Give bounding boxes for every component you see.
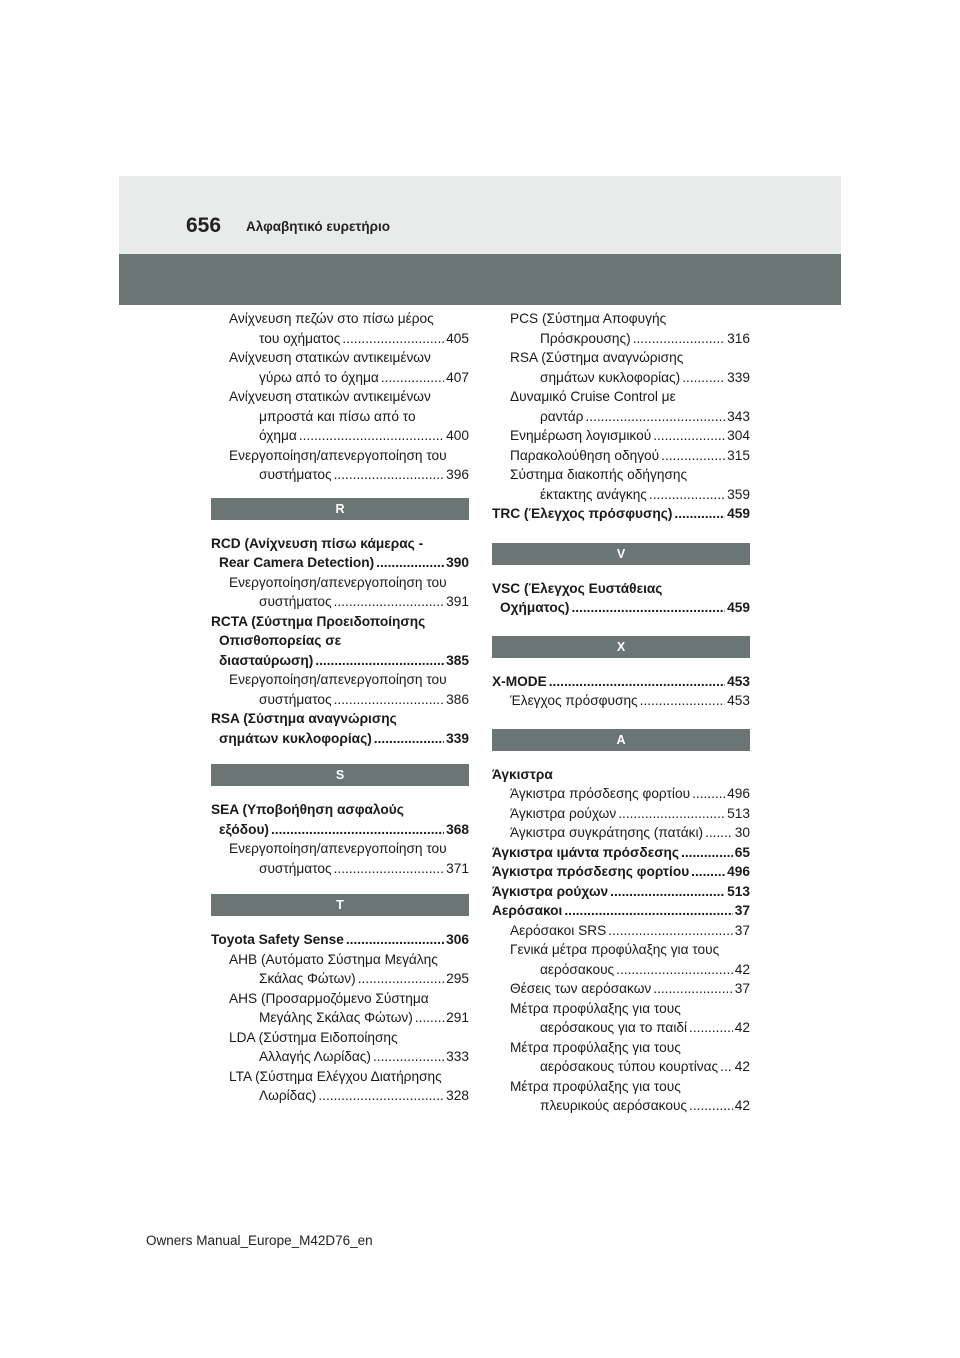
index-entry-text: μπροστά και πίσω από το	[259, 408, 416, 424]
leader-dots	[334, 690, 445, 710]
index-entry	[211, 709, 469, 748]
letter-header-alpha: Α	[492, 729, 750, 751]
index-entry-text: Λωρίδας)	[259, 1088, 317, 1103]
page-reference: 37	[734, 922, 750, 938]
leader-dots	[381, 368, 444, 388]
leader-dots	[653, 979, 733, 999]
header-dark-bar	[119, 254, 841, 305]
index-entry-line	[229, 348, 469, 368]
index-entry	[492, 348, 750, 387]
index-entry	[211, 612, 469, 671]
index-entry-line	[229, 407, 469, 427]
index-entry-line	[229, 592, 469, 612]
index-entry-text: σημάτων κυκλοφορίας)	[540, 369, 681, 385]
index-entry	[492, 979, 750, 999]
index-entry-text: Θέσεις των αερόσακων	[510, 981, 652, 996]
leader-dots	[334, 859, 445, 879]
index-entry-line	[211, 553, 469, 573]
page-reference: 385	[446, 652, 469, 668]
index-entry-text: Ενεργοποίηση/απενεργοποίηση του	[229, 672, 447, 687]
leader-dots	[691, 862, 725, 882]
index-entry-text: Άγκιστρα πρόσδεσης φορτίου	[492, 864, 690, 879]
index-entry-line	[492, 504, 750, 524]
index-entry-line	[211, 930, 469, 950]
index-entry-line	[211, 709, 469, 729]
index-entry-line	[510, 485, 750, 505]
index-entry	[492, 579, 750, 618]
index-entry-text: Ενεργοποίηση/απενεργοποίηση του	[229, 447, 447, 463]
index-entry-text: Σύστημα διακοπής οδήγησης	[510, 467, 688, 482]
index-entry-text: συστήματος	[259, 860, 332, 876]
index-entry-text: Ενεργοποίηση/απενεργοποίηση του	[229, 574, 447, 590]
page-reference: 453	[727, 693, 750, 708]
index-entry-line	[510, 368, 750, 388]
header-band	[119, 176, 841, 254]
page-reference: 42	[734, 961, 750, 977]
index-entry	[492, 691, 750, 711]
index-entry-line	[229, 368, 469, 388]
index-entry-text: έκτακτης ανάγκης	[540, 486, 647, 502]
leader-dots	[661, 446, 725, 466]
index-entry-text: Ενημέρωση λογισμικού	[510, 428, 652, 443]
leader-dots	[334, 592, 445, 612]
index-entry-text: Toyota Safety Sense	[211, 932, 344, 947]
leader-dots	[689, 1018, 733, 1038]
index-entry-line	[492, 882, 750, 902]
leader-dots	[415, 1008, 444, 1028]
section-title: Αλφαβητικό ευρετήριο	[246, 219, 391, 234]
index-entry-text: LTA (Σύστημα Ελέγχου Διατήρησης	[229, 1068, 442, 1084]
leader-dots	[640, 691, 725, 711]
index-entry-text: RSA (Σύστημα αναγνώρισης	[211, 711, 397, 726]
index-entry-text: Ενεργοποίηση/απενεργοποίηση του	[229, 841, 447, 856]
index-entry-line	[211, 612, 469, 632]
index-entry-line	[229, 1008, 469, 1028]
leader-dots	[376, 553, 444, 573]
index-entry-line	[510, 960, 750, 980]
index-entry-text: Έλεγχος πρόσφυσης	[510, 693, 638, 708]
index-entry-line	[229, 1047, 469, 1067]
page-reference: 328	[446, 1088, 469, 1103]
index-entry	[492, 446, 750, 466]
index-entry-text: Αλλαγής Λωρίδας)	[259, 1049, 371, 1064]
index-entry-line	[229, 670, 469, 690]
index-entry-line	[229, 387, 469, 407]
index-entry-line	[510, 1096, 750, 1116]
leader-dots	[585, 407, 725, 427]
letter-header-r: R	[211, 498, 469, 520]
index-entry-line	[510, 387, 750, 407]
leader-dots	[616, 960, 733, 980]
leader-dots	[705, 823, 733, 843]
page-reference: 496	[727, 786, 750, 801]
index-entry-text: Άγκιστρα ιμάντα πρόσδεσης	[492, 844, 680, 860]
index-entry-text: SEA (Υποβοήθηση ασφαλούς	[211, 802, 404, 817]
letter-header-x: X	[492, 636, 750, 658]
index-entry-line	[492, 579, 750, 599]
index-entry-text: Ανίχνευση στατικών αντικειμένων	[229, 389, 431, 404]
page-reference: 306	[446, 932, 469, 947]
index-entry-line	[229, 859, 469, 879]
page-reference: 459	[727, 506, 750, 521]
leader-dots	[682, 368, 725, 388]
index-entry-line	[492, 672, 750, 692]
leader-dots	[271, 820, 444, 840]
index-entry-text: Δυναμικό Cruise Control με	[510, 389, 676, 404]
page-reference: 339	[446, 730, 469, 746]
index-entry-text: αερόσακους	[540, 961, 615, 977]
index-entry-text: Οπισθοπορείας σε	[219, 633, 342, 648]
index-entry-line	[229, 989, 469, 1009]
page-reference: 343	[727, 408, 750, 424]
page-reference: 405	[446, 330, 469, 346]
index-entry-text: X-MODE	[492, 673, 547, 689]
index-entry-line	[229, 1028, 469, 1048]
leader-dots	[633, 329, 725, 349]
footer-manual-id: Owners Manual_Europe_M42D76_en	[146, 1233, 373, 1248]
index-entry	[492, 940, 750, 979]
index-entry-text: ραντάρ	[540, 408, 584, 424]
leader-dots	[571, 598, 725, 618]
index-entry	[211, 930, 469, 950]
index-entry-text: Rear Camera Detection)	[219, 555, 375, 570]
index-column-left	[211, 309, 469, 1106]
index-entry	[492, 784, 750, 804]
page-number: 656	[186, 214, 222, 237]
index-entry-text: Μέτρα προφύλαξης για τους	[510, 1039, 681, 1055]
letter-header-v: V	[492, 543, 750, 565]
page-reference: 316	[727, 330, 750, 346]
leader-dots	[720, 1057, 733, 1077]
index-entry-line	[510, 426, 750, 446]
index-entry-line	[229, 950, 469, 970]
index-entry-text: συστήματος	[259, 691, 332, 707]
index-entry-text: Άγκιστρα πρόσδεσης φορτίου	[510, 786, 691, 801]
index-entry-text: Μέτρα προφύλαξης για τους	[510, 1000, 681, 1016]
index-entry-text: Αερόσακοι	[492, 903, 563, 918]
index-entry-text: γύρω από το όχημα	[259, 369, 379, 385]
index-entry	[492, 1077, 750, 1116]
leader-dots	[692, 784, 725, 804]
index-entry-line	[211, 631, 469, 651]
index-entry-line	[510, 691, 750, 711]
page-reference: 396	[446, 467, 469, 482]
index-entry-line	[211, 800, 469, 820]
page-reference: 42	[734, 1098, 750, 1113]
index-entry	[492, 882, 750, 902]
index-entry-line	[510, 940, 750, 960]
index-entry-text: PCS (Σύστημα Αποφυγής	[510, 311, 667, 326]
page-reference: 315	[727, 447, 750, 463]
index-entry-text: όχημα	[259, 428, 297, 443]
page-reference: 513	[727, 883, 750, 899]
index-entry-text: του οχήματος	[259, 330, 341, 346]
index-entry-text: VSC (Έλεγχος Ευστάθειας	[492, 580, 663, 596]
index-entry-line	[510, 979, 750, 999]
page-reference: 371	[446, 860, 469, 876]
leader-dots	[346, 930, 444, 950]
index-entry	[211, 446, 469, 485]
page-reference: 37	[734, 903, 750, 918]
page-reference: 400	[446, 428, 469, 443]
page-reference: 359	[727, 486, 750, 502]
index-entry	[492, 804, 750, 824]
leader-dots	[618, 804, 725, 824]
page-reference: 368	[446, 821, 469, 837]
index-entry-text: εξόδου)	[219, 821, 269, 837]
leader-dots	[334, 465, 445, 485]
index-entry-line	[229, 309, 469, 329]
leader-dots	[374, 729, 444, 749]
index-entry-line	[211, 651, 469, 671]
index-entry-text: Άγκιστρα συγκράτησης (πατάκι)	[510, 825, 704, 840]
index-entry	[492, 999, 750, 1038]
index-entry	[211, 534, 469, 573]
page-reference: 30	[734, 825, 750, 840]
leader-dots	[358, 969, 444, 989]
index-entry-line	[229, 329, 469, 349]
index-entry	[492, 843, 750, 863]
index-entry	[492, 1038, 750, 1077]
page-reference: 391	[446, 594, 469, 609]
index-entry-line	[229, 839, 469, 859]
leader-dots	[549, 672, 725, 692]
entry-group-left-top	[211, 309, 469, 485]
index-entry-line	[510, 921, 750, 941]
index-entry-line	[510, 804, 750, 824]
leader-dots	[608, 921, 732, 941]
page-reference: 291	[446, 1010, 469, 1025]
index-entry	[492, 901, 750, 921]
index-entry-line	[229, 1086, 469, 1106]
index-entry-line	[510, 1057, 750, 1077]
index-entry-line	[229, 465, 469, 485]
leader-dots	[564, 901, 732, 921]
index-entry-text: Μεγάλης Σκάλας Φώτων)	[259, 1010, 413, 1025]
index-entry-line	[492, 765, 750, 785]
page-reference: 386	[446, 691, 469, 707]
index-entry	[211, 1067, 469, 1106]
index-entry-text: Σκάλας Φώτων)	[259, 971, 356, 986]
index-entry-line	[510, 784, 750, 804]
index-entry-line	[211, 534, 469, 554]
index-entry-text: Άγκιστρα	[492, 766, 553, 782]
index-entry	[492, 309, 750, 348]
index-entry-line	[229, 446, 469, 466]
index-entry	[492, 504, 750, 524]
index-entry-text: συστήματος	[259, 594, 332, 609]
index-entry	[492, 823, 750, 843]
index-entry-text: Ανίχνευση στατικών αντικειμένων	[229, 350, 431, 365]
index-entry-text: Άγκιστρα ρούχων	[510, 805, 617, 821]
index-entry-text: Γενικά μέτρα προφύλαξης για τους	[510, 942, 720, 957]
page-reference: 37	[734, 981, 750, 996]
index-entry	[211, 573, 469, 612]
leader-dots	[689, 1096, 733, 1116]
page-reference: 339	[727, 369, 750, 385]
page-reference: 459	[727, 600, 750, 615]
leader-dots	[373, 1047, 444, 1067]
page-reference: 390	[446, 555, 469, 570]
index-entry-text: σημάτων κυκλοφορίας)	[219, 730, 372, 746]
page-reference: 496	[727, 864, 750, 879]
index-entry-line	[510, 446, 750, 466]
index-entry-text: αερόσακους τύπου κουρτίνας	[540, 1059, 719, 1074]
index-entry-line	[211, 729, 469, 749]
index-entry-line	[229, 426, 469, 446]
index-entry	[492, 465, 750, 504]
index-entry	[492, 426, 750, 446]
index-entry-text: Πρόσκρουσης)	[540, 330, 631, 346]
page-reference: 304	[727, 428, 750, 443]
leader-dots	[649, 485, 725, 505]
index-entry-line	[229, 969, 469, 989]
index-entry-line	[229, 573, 469, 593]
leader-dots	[315, 651, 444, 671]
index-entry	[492, 765, 750, 785]
index-entry	[492, 672, 750, 692]
index-entry	[492, 862, 750, 882]
index-entry-line	[229, 690, 469, 710]
index-entry-text: RSA (Σύστημα αναγνώρισης	[510, 350, 684, 365]
index-entry	[211, 387, 469, 446]
index-entry-text: Ανίχνευση πεζών στο πίσω μέρος	[229, 311, 434, 326]
letter-header-s: S	[211, 764, 469, 786]
index-entry	[492, 387, 750, 426]
index-entry	[211, 800, 469, 839]
leader-dots	[681, 843, 733, 863]
page-reference: 513	[727, 805, 750, 821]
index-entry-text: Μέτρα προφύλαξης για τους	[510, 1078, 681, 1094]
index-entry-text: Άγκιστρα ρούχων	[492, 883, 609, 899]
index-entry-text: συστήματος	[259, 467, 332, 482]
index-entry-line	[211, 820, 469, 840]
index-entry	[211, 989, 469, 1028]
index-entry-text: Αερόσακοι SRS	[510, 922, 607, 938]
index-entry	[211, 348, 469, 387]
index-entry-text: Οχήματος)	[500, 600, 570, 615]
letter-header-t: T	[211, 894, 469, 916]
page-reference: 333	[446, 1049, 469, 1064]
index-entry	[492, 921, 750, 941]
leader-dots	[318, 1086, 444, 1106]
index-entry-line	[510, 999, 750, 1019]
index-entry-text: RCTA (Σύστημα Προειδοποίησης	[211, 613, 426, 629]
index-entry-line	[510, 329, 750, 349]
index-entry	[211, 839, 469, 878]
index-entry-line	[492, 843, 750, 863]
index-entry	[211, 670, 469, 709]
index-entry-text: διασταύρωση)	[219, 652, 314, 668]
index-entry-line	[229, 1067, 469, 1087]
leader-dots	[610, 882, 725, 902]
page-reference: 42	[734, 1059, 750, 1074]
index-entry	[211, 950, 469, 989]
index-entry-text: Παρακολούθηση οδηγού	[510, 447, 660, 463]
index-entry-line	[510, 348, 750, 368]
index-entry	[211, 1028, 469, 1067]
index-entry-line	[492, 901, 750, 921]
index-entry-line	[510, 309, 750, 329]
index-entry-line	[510, 1038, 750, 1058]
page-reference: 65	[734, 844, 750, 860]
page-reference: 407	[446, 369, 469, 385]
index-entry-line	[510, 1018, 750, 1038]
index-entry-line	[510, 1077, 750, 1097]
index-entry-text: AHB (Αυτόματο Σύστημα Μεγάλης	[229, 951, 438, 967]
index-entry-line	[510, 823, 750, 843]
leader-dots	[674, 504, 725, 524]
index-entry-text: RCD (Ανίχνευση πίσω κάμερας -	[211, 535, 424, 551]
index-entry-text: AHS (Προσαρμοζόμενο Σύστημα	[229, 990, 429, 1006]
index-entry-line	[492, 862, 750, 882]
index-column-right	[492, 309, 750, 1116]
index-entry-text: TRC (Έλεγχος πρόσφυσης)	[492, 506, 673, 521]
index-entry-line	[510, 465, 750, 485]
page-reference: 42	[734, 1020, 750, 1035]
page-reference: 453	[727, 673, 750, 689]
index-entry-line	[510, 407, 750, 427]
index-entry-text: πλευρικούς αερόσακους	[540, 1098, 688, 1113]
leader-dots	[342, 329, 444, 349]
page-reference: 295	[446, 971, 469, 986]
index-entry-text: αερόσακους για το παιδί	[540, 1020, 688, 1035]
leader-dots	[653, 426, 725, 446]
index-entry-line	[492, 598, 750, 618]
leader-dots	[299, 426, 444, 446]
index-entry-text: LDA (Σύστημα Ειδοποίησης	[229, 1029, 398, 1045]
index-entry	[211, 309, 469, 348]
